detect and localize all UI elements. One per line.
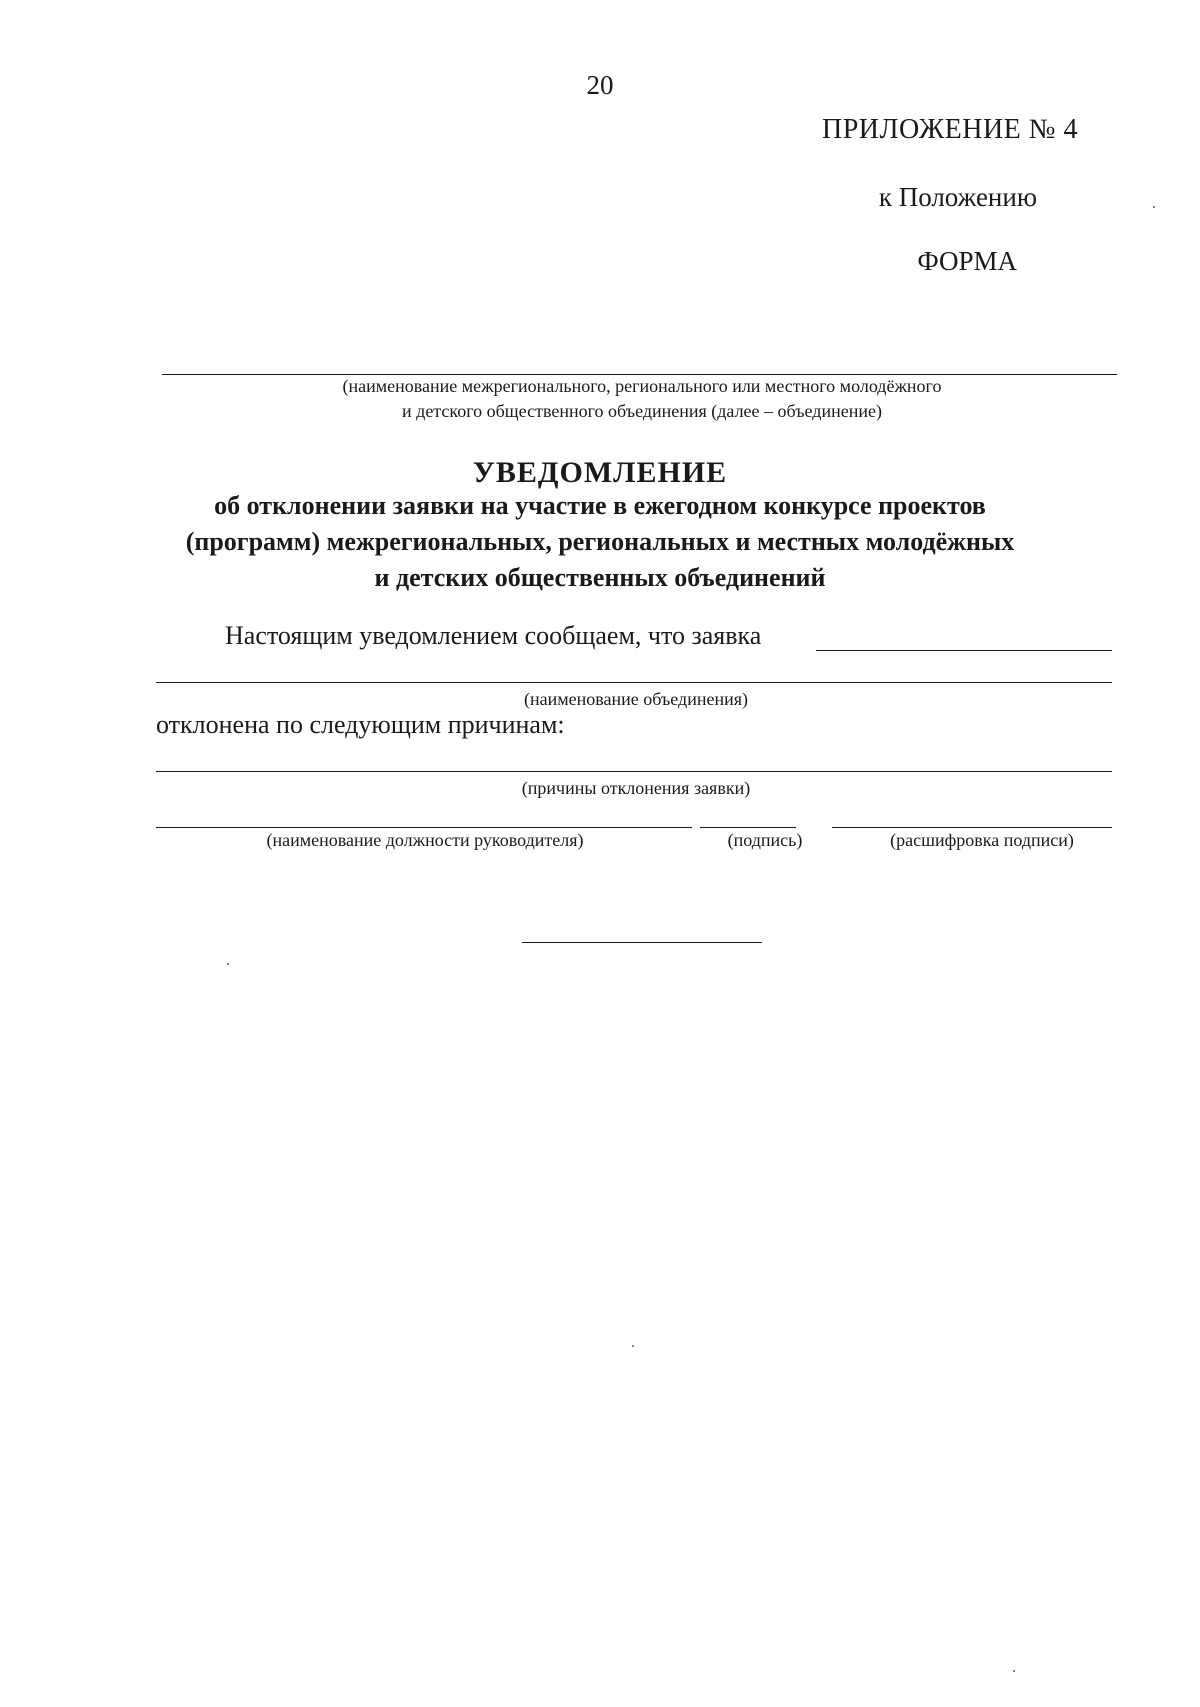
signature-caption: (подпись)	[727, 830, 803, 850]
signature-decoding-line[interactable]	[832, 827, 1112, 828]
scan-speck	[632, 1345, 634, 1347]
association-name-line[interactable]	[156, 682, 1112, 683]
notice-subtitle-line: об отклонении заявки на участие в ежегодном конкурсе проектов	[214, 491, 986, 520]
reasons-line[interactable]	[156, 771, 1112, 772]
scan-speck	[227, 963, 229, 965]
form-label: ФОРМА	[917, 246, 1017, 276]
reasons-caption: (причины отклонения заявки)	[521, 778, 751, 798]
signature-line[interactable]	[700, 827, 796, 828]
notice-subtitle-line: и детских общественных объединений	[374, 563, 826, 592]
notice-title: УВЕДОМЛЕНИЕ	[472, 456, 728, 489]
notice-body-line2: отклонена по следующим причинам:	[156, 710, 565, 739]
application-blank-line[interactable]	[816, 650, 1112, 651]
notice-subtitle-line: (программ) межрегиональных, региональных и местных молодёжных	[185, 527, 1015, 556]
notice-body-line1: Настоящим уведомлением сообщаем, что заявка	[225, 621, 762, 650]
signature-decoding-caption: (расшифровка подписи)	[890, 830, 1074, 850]
position-caption: (наименование должности руководителя)	[266, 830, 584, 850]
scan-speck	[1153, 206, 1155, 208]
appendix-title: ПРИЛОЖЕНИЕ № 4	[822, 114, 1078, 145]
notice-subtitle	[120, 488, 1080, 596]
page-number: 20	[586, 70, 614, 100]
scan-speck	[1013, 1670, 1015, 1672]
org-name-caption	[162, 374, 1122, 424]
org-name-caption-line1: (наименование межрегионального, регионального или местного молодёжного	[342, 376, 942, 396]
to-regulation-label: к Положению	[878, 182, 1037, 212]
closing-separator	[522, 942, 762, 943]
position-line[interactable]	[156, 827, 692, 828]
org-name-caption-line2: и детского общественного объединения (далее – объединение)	[402, 401, 882, 421]
association-name-caption: (наименование объединения)	[524, 689, 748, 709]
